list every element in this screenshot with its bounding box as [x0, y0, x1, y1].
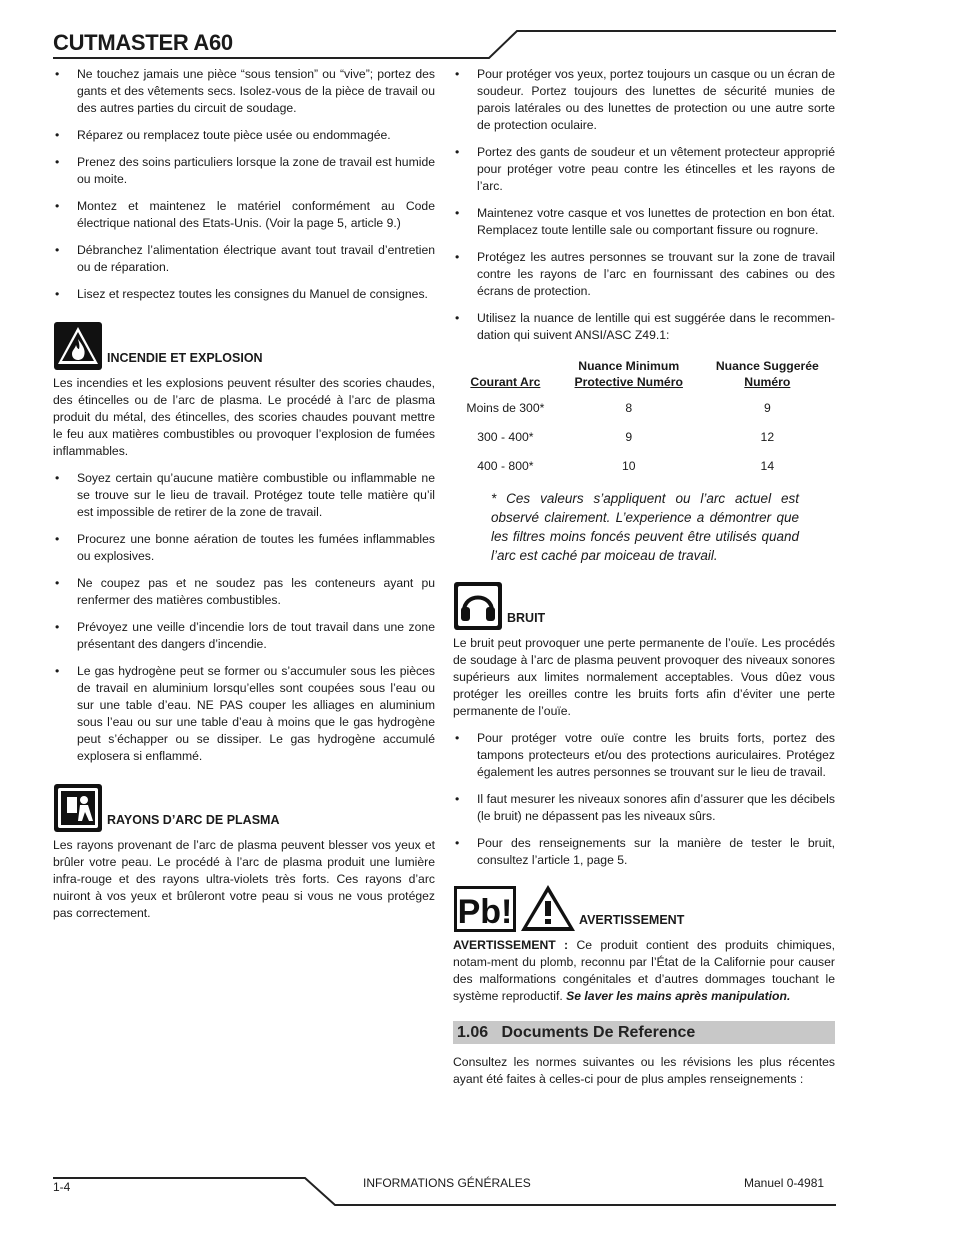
list-item: • Le gas hydrogène peut se former ou s’accumuler sous les pièces de travail en aluminium lorsqu’elles sont coupées sous l’eau ou sur une table d’eau. NE PAS couper les alliages en aluminium sous l’eau ou sur une table d’eau à moins que le gas hydrogène peut s’échapper ou se dissiper. Le gas hydrogène accumulé explosera si enflammé. [53, 663, 435, 765]
fire-hazard-heading [53, 319, 435, 371]
warning-text: AVERTISSEMENT : Ce produit contient des produits chimiques, notam-ment du plomb, reconnu par l’État de la Californie pour causer des malformations congénitales et d’autres dommages touchant le système reproductif. Se laver les mains après manipulation. [453, 938, 835, 1003]
list-item: • Pour des renseignements sur la manière de tester le bruit, consultez l’article 1, page 5. [453, 835, 835, 869]
noise-bullets [453, 730, 835, 869]
table-row: Moins de 300* 8 9 [466, 401, 771, 415]
list-item: • Montez et maintenez le matériel conformément au Code électrique national des Etats-Unis. (Voir la page 5, article 9.) [53, 198, 435, 232]
right-column [453, 66, 835, 1088]
list-item: • Ne coupez pas et ne soudez pas les conteneurs ayant pu renfermer des matières combustibles. [53, 575, 435, 609]
arc-rays-title: RAYONS D’ARC DE PLASMA [107, 813, 280, 827]
list-item: • Ne touchez jamais une pièce “sous tension” ou “vive”; portez des gants et des vêtements secs. Isolez-vous de la pièce de travail ou des autres parties du circuit de soudage. [53, 66, 435, 117]
footer-section: INFORMATIONS GÉNÉRALES [363, 1176, 531, 1190]
list-item: • Maintenez votre casque et vos lunettes de protection en bon état. Remplacez toute lentille sale ou comportant fissure ou rognure. [453, 205, 835, 239]
table-row: 300 - 400* 9 12 [477, 430, 775, 444]
lead-pb-icon [453, 885, 517, 933]
list-item: • Utilisez la nuance de lentille qui est suggérée dans le recommen-dation qui suivent ANSI/ASC Z49.1: [453, 310, 835, 344]
list-item: • Soyez certain qu’aucune matière combustible ou inflammable ne se trouve sur le lieu de travail. Protégez toute telle matière qu’il est impossible de retirer de la zone de travail. [53, 470, 435, 521]
fire-bullets [53, 470, 435, 765]
noise-intro: Le bruit peut provoquer une perte permanente de l’ouïe. Les procédés de soudage à l’arc de plasma peuvent provoquer des niveaux sonores supérieurs aux limites normalement acceptables. Vous dûez vous protéger les oreilles contre les bruits forts afin d’éviter une perte permanente de l’ouïe. [453, 636, 835, 718]
svg-text:Pb!: Pb! [457, 893, 513, 931]
left-column [53, 66, 435, 922]
list-item: • Pour protéger vos yeux, portez toujours un casque ou un écran de soudeur. Portez toujours des lunettes de sécurité munies de parois latérales ou des lunettes de protection ou une autre sorte de protection oculaire. [453, 66, 835, 134]
fire-warning-icon [53, 321, 103, 371]
noise-title: BRUIT [507, 611, 546, 625]
list-item: • Prévoyez une veille d’incendie lors de tout travail dans une zone présentant des dangers d’incendie. [53, 619, 435, 653]
list-item: • Débranchez l’alimentation électrique avant tout travail d’entretien ou de réparation. [53, 242, 435, 276]
list-item: • Lisez et respectez toutes les consignes du Manuel de consignes. [53, 286, 435, 303]
warning-title: AVERTISSEMENT [579, 913, 685, 927]
warning-triangle-icon [519, 883, 577, 933]
fire-intro: Les incendies et les explosions peuvent résulter des scories chaudes, des étincelles ou de l’arc de plasma. Le procédé à l’arc de plasma produit du métal, des étincelles, des scories chaudes pouvant mettre le feu aux matières combustibles ou provoquer l’explosion de fumées inflammables. [53, 376, 435, 458]
table-header: Courant Arc [470, 375, 541, 389]
lead-warning-heading [453, 883, 835, 933]
lens-shade-table [453, 358, 835, 481]
ear-protection-icon [453, 581, 503, 631]
list-item: • Portez des gants de soudeur et un vêtement protecteur approprié pour protéger votre peau contre les étincelles et les rayons de l’arc. [453, 144, 835, 195]
noise-heading [453, 579, 835, 631]
list-item: • Pour protéger votre ouïe contre les bruits forts, portez des tampons protecteurs et/ou des protections auriculaires. Protégez également les autres personnes se trouvant sur le lieu de travail. [453, 730, 835, 781]
welder-helmet-icon [53, 783, 103, 833]
table-note: * Ces valeurs s’appliquent ou l’arc actuel est observé clairement. L’experience a démontrer que les filtres moins foncés peuvent être utilisés quand l’arc est caché par moiceau de travail. [491, 491, 799, 563]
table-header: Nuance Suggerée Numéro [715, 359, 819, 389]
manual-number: Manuel 0-4981 [744, 1176, 825, 1190]
page-number: 1-4 [53, 1180, 71, 1194]
table-header: Nuance Minimum Protective Numéro [574, 359, 683, 389]
section-text: Consultez les normes suivantes ou les révisions les plus récentes ayant été faites à celles-ci pour de plus amples renseignements : [453, 1055, 835, 1086]
section-heading: 1.06 Documents De Reference [453, 1021, 835, 1044]
electric-bullets [53, 66, 435, 303]
list-item: • Prenez des soins particuliers lorsque la zone de travail est humide ou moite. [53, 154, 435, 188]
page-title: CUTMASTER A60 [53, 30, 233, 55]
arc-rays-heading [53, 781, 435, 833]
table-row: 400 - 800* 10 14 [477, 459, 775, 473]
list-item: • Protégez les autres personnes se trouvant sur la zone de travail contre les rayons de l’arc en fournissant des cabines ou des écrans de protection. [453, 249, 835, 300]
fire-hazard-title: INCENDIE ET EXPLOSION [107, 351, 263, 365]
eye-protection-bullets [453, 66, 835, 344]
list-item: • Il faut mesurer les niveaux sonores afin d’assurer que les décibels (le bruit) ne dépassent pas les niveaux sûrs. [453, 791, 835, 825]
arc-rays-intro: Les rayons provenant de l’arc de plasma peuvent blesser vos yeux et brûler votre peau. Le procédé à l’arc de plasma produit une lumière infra-rouge et des rayons ultra-violets très forts. Ces rayons d’arc nuiront à vos yeux et brûleront votre peau si vous ne vous protégez pas correctement. [53, 838, 435, 920]
list-item: • Réparez ou remplacez toute pièce usée ou endommagée. [53, 127, 435, 144]
list-item: • Procurez une bonne aération de toutes les fumées inflammables ou explosives. [53, 531, 435, 565]
